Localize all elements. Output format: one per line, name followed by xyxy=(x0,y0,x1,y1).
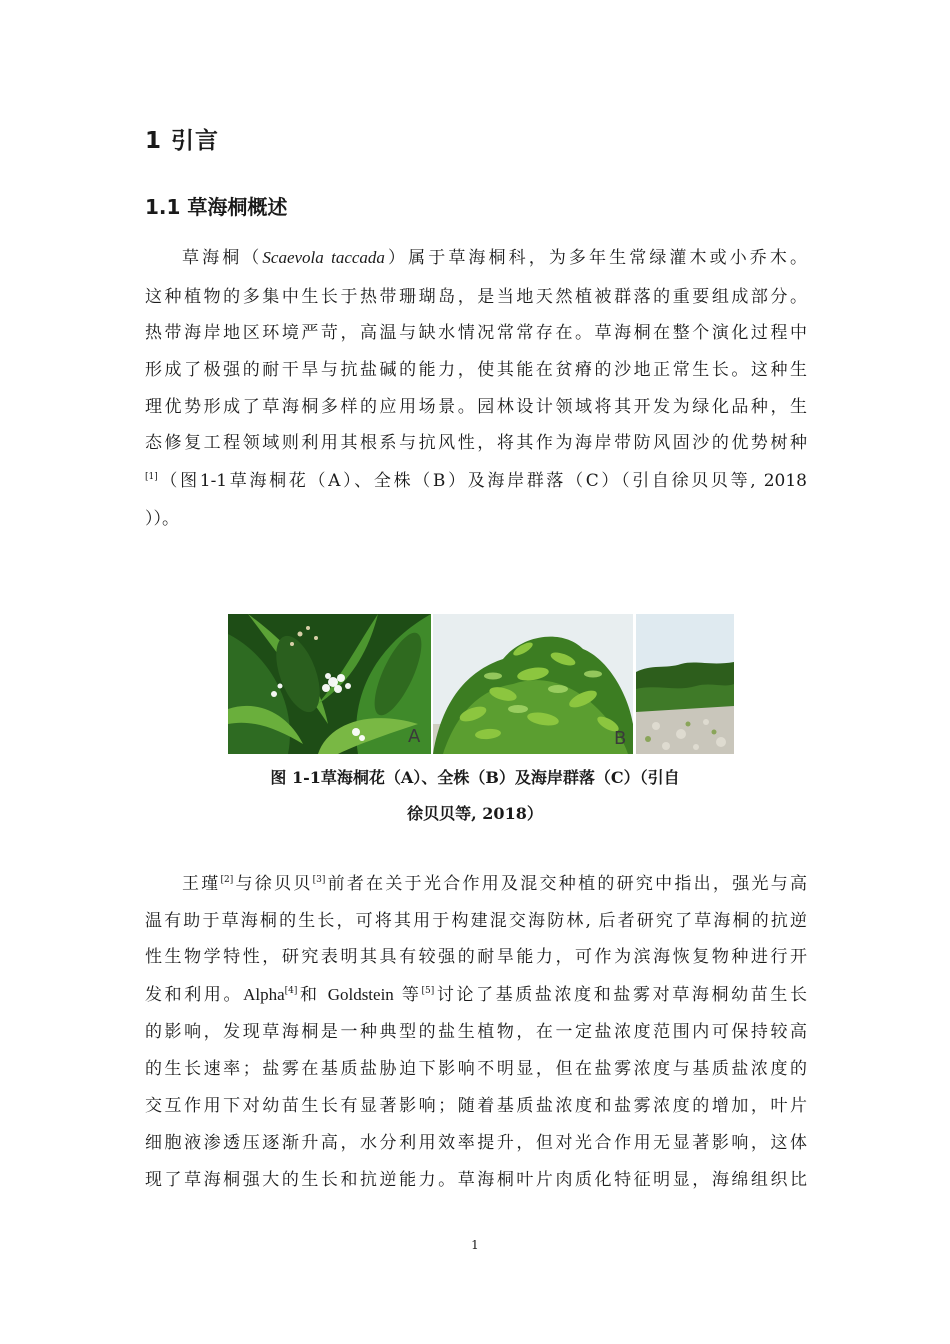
text-line: 的生长速率；盐雾在基质盐胁迫下影响不明显，但在盐雾浓度与基质盐浓度的 xyxy=(145,1059,807,1079)
section-heading: 1 引言 xyxy=(145,128,220,154)
text-line: 这种植物的多集中生长于热带珊瑚岛，是当地天然植被群落的重要组成部分。 xyxy=(145,287,807,307)
photo-flower xyxy=(228,614,431,754)
text-line: 热带海岸地区环境严苛，高温与缺水情况常常存在。草海桐在整个演化过程中 xyxy=(145,323,807,343)
text-span: 发和利用。 xyxy=(145,985,244,1005)
subsection-heading: 1.1 草海桐概述 xyxy=(145,195,288,219)
text-line: 态修复工程领域则利用其根系与抗风性，将其作为海岸带防风固沙的优势树种 xyxy=(145,433,807,453)
text-line: 温有助于草海桐的生长，可将其用于构建混交海防林, 后者研究了草海桐的抗逆 xyxy=(145,911,807,931)
author-name: Alpha xyxy=(243,985,285,1004)
photo-label-b: B xyxy=(614,728,627,749)
citation-ref[interactable]: [1] xyxy=(145,472,158,482)
citation-ref[interactable]: [5] xyxy=(421,986,435,996)
photo-label-a: A xyxy=(408,726,421,747)
text-line: 性生物学特性，研究表明其具有较强的耐旱能力，可作为滨海恢复物种进行开 xyxy=(145,947,807,967)
text-span: 和 xyxy=(297,985,328,1005)
species-name: Scaevola taccada xyxy=(262,248,385,267)
text-span: 与徐贝贝 xyxy=(233,874,313,894)
figure-caption-line-1: 图 1-1草海桐花（A）、全株（B）及海岸群落（C）（引自 xyxy=(270,768,680,787)
text-line xyxy=(182,872,807,896)
photo-whole-plant xyxy=(433,614,633,754)
citation-ref[interactable]: [3] xyxy=(312,875,326,885)
text-line xyxy=(145,469,807,493)
figure-1-1 xyxy=(228,614,734,754)
photo-coastal-community xyxy=(636,614,734,754)
text-line: 交互作用下对幼苗生长有显著影响；随着基质盐浓度和盐雾浓度的增加，叶片 xyxy=(145,1096,807,1116)
text-span: ）属于草海桐科，为多年生常绿灌木或小乔木。 xyxy=(384,248,808,268)
text-line: 理优势形成了草海桐多样的应用场景。园林设计领域将其开发为绿化品种，生 xyxy=(145,397,807,417)
text-line: 形成了极强的耐干旱与抗盐碱的能力，使其能在贫瘠的沙地正常生长。这种生 xyxy=(145,360,807,380)
figure-caption-line-2: 徐贝贝等, 2018） xyxy=(407,804,543,823)
text-span: （图1-1草海桐花（A）、全株（B）及海岸群落（C）（引自徐贝贝等, 2018 xyxy=(157,471,807,491)
text-span: 讨论了基质盐浓度和盐雾对草海桐幼苗生长 xyxy=(434,985,808,1005)
coast-image xyxy=(636,614,734,754)
citation-ref[interactable]: [2] xyxy=(220,875,234,885)
text-span: 等 xyxy=(393,985,422,1005)
text-line: 的影响，发现草海桐是一种典型的盐生植物，在一定盐浓度范围内可保持较高 xyxy=(145,1022,807,1042)
text-line xyxy=(145,983,807,1007)
text-span: 草海桐（ xyxy=(182,248,263,268)
text-span: 前者在关于光合作用及混交种植的研究中指出，强光与高 xyxy=(325,874,807,894)
shrub-image xyxy=(433,614,633,754)
text-line: 现了草海桐强大的生长和抗逆能力。草海桐叶片肉质化特征明显，海绵组织比 xyxy=(145,1170,807,1190)
text-span: 王瑾 xyxy=(182,874,221,894)
citation-ref[interactable]: [4] xyxy=(284,986,298,996)
flower-image xyxy=(228,614,431,754)
author-name: Goldstein xyxy=(327,985,394,1004)
text-line xyxy=(182,246,807,270)
page-number: 1 xyxy=(471,1238,479,1252)
text-line: 细胞液渗透压逐渐升高，水分利用效率提升，但对光合作用无显著影响，这体 xyxy=(145,1133,807,1153)
text-line: ））。 xyxy=(145,509,179,529)
